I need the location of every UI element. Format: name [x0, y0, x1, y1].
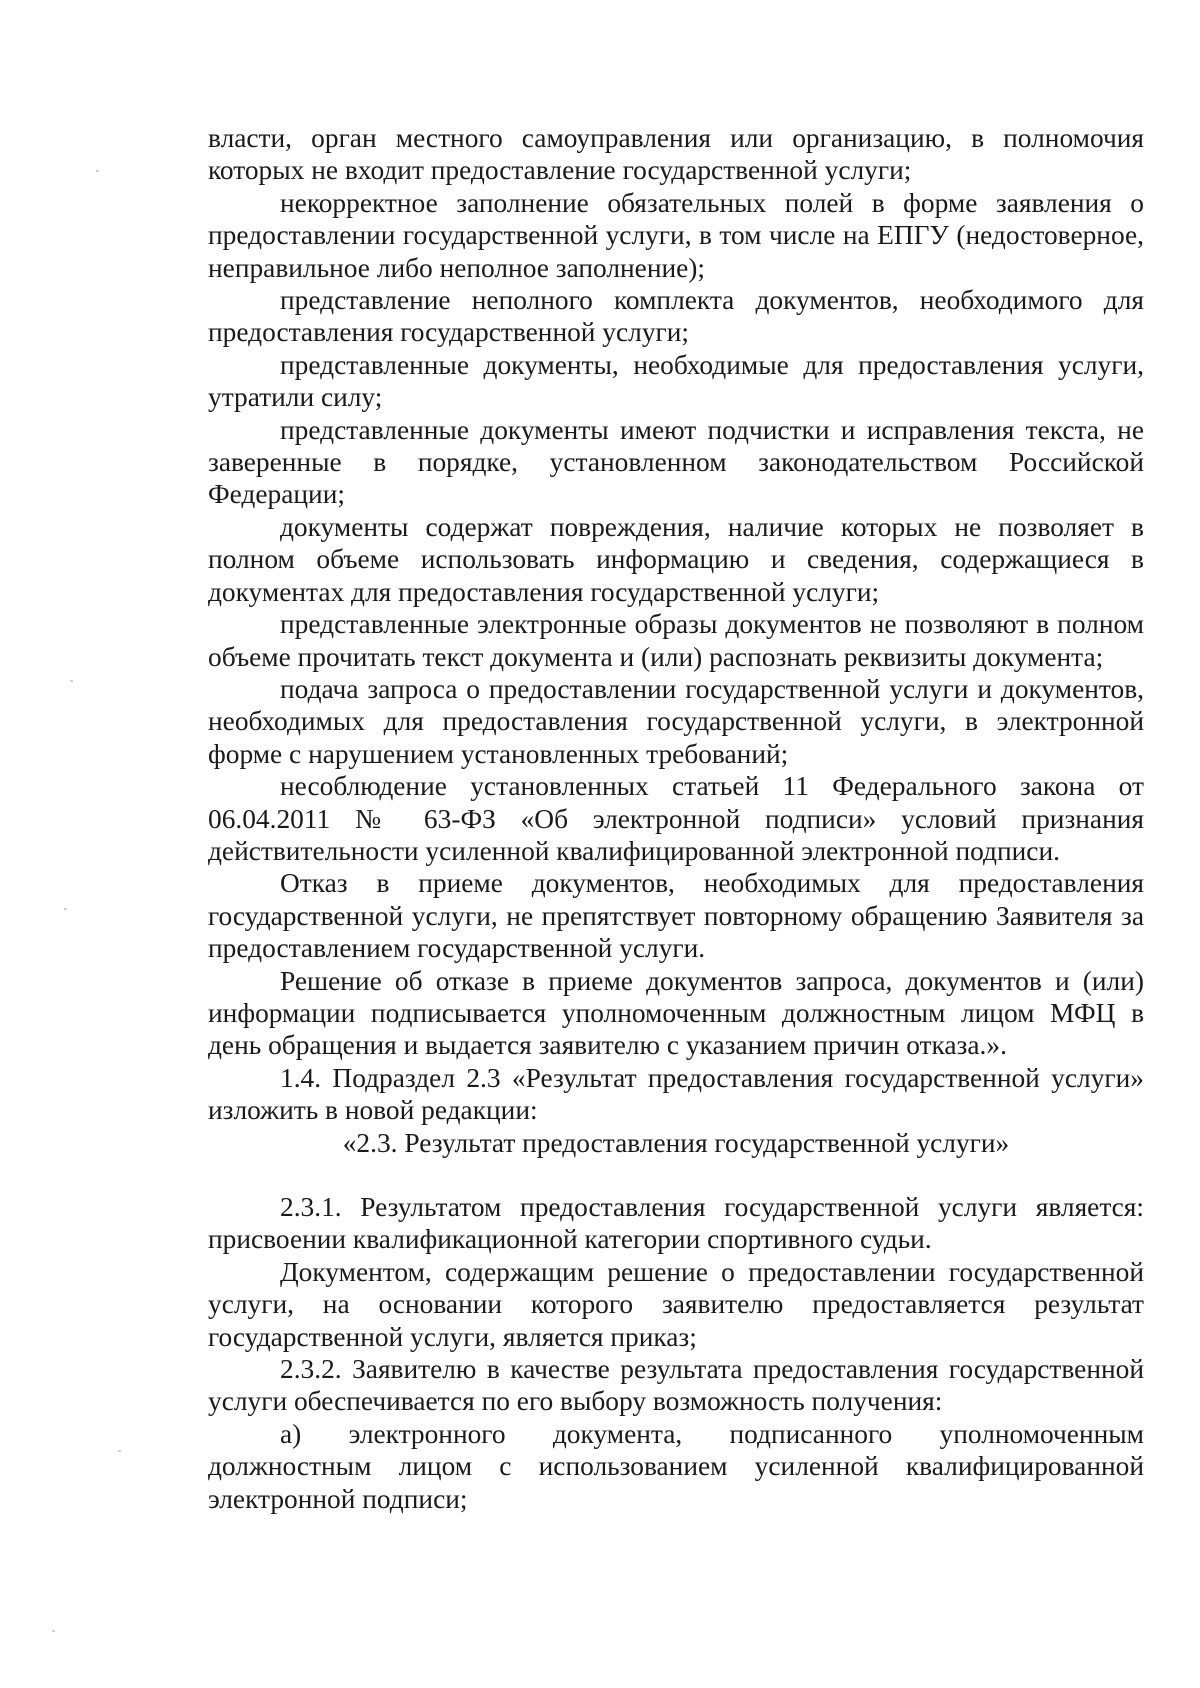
- paragraph-incorrect-fields: некорректное заполнение обязательных полей в форме заявления о предоставлении государственной услуги, в том числе на ЕПГУ (недостоверное, неправильное либо неполное заполнение);: [208, 187, 1144, 283]
- paragraph-authority-scope: власти, орган местного самоуправления или организацию, в полномочия которых не входит предоставление государственной услуги;: [208, 123, 1144, 186]
- paragraph-refusal-decision: Решение об отказе в приеме документов запроса, документов и (или) информации подписывается уполномоченным должностным лицом МФЦ в день обращения и выдается заявителю с указанием причин отказа.».: [208, 965, 1144, 1061]
- scan-speck: [64, 908, 67, 910]
- paragraph-subsection-amendment: 1.4. Подраздел 2.3 «Результат предоставления государственной услуги» изложить в новой редакции:: [208, 1062, 1144, 1126]
- scan-speck: [70, 680, 73, 682]
- paragraph-result-2-3-1: 2.3.1. Результатом предоставления государственной услуги является: присвоении квалификационной категории спортивного судьи.: [208, 1192, 1144, 1255]
- scan-speck: [96, 170, 99, 172]
- paragraph-electronic-violation: подача запроса о предоставлении государственной услуги и документов, необходимых для предоставления государственной услуги, в электронной форме с нарушением установленных требований;: [208, 673, 1144, 769]
- paragraph-damaged-docs: документы содержат повреждения, наличие которых не позволяет в полном объеме использовать информацию и сведения, содержащиеся в документах для предоставления государственной услуги;: [208, 511, 1144, 607]
- paragraph-refusal-no-obstacle: Отказ в приеме документов, необходимых для предоставления государственной услуги, не препятствует повторному обращению Заявителя за предоставлением государственной услуги.: [208, 868, 1144, 964]
- paragraph-result-2-3-2: 2.3.2. Заявителю в качестве результата предоставления государственной услуги обеспечивается по его выбору возможность получения:: [208, 1354, 1144, 1417]
- document-body: [208, 122, 1144, 1515]
- paragraph-expired-docs: представленные документы, необходимые для предоставления услуги, утратили силу;: [208, 349, 1144, 413]
- paragraph-electronic-document: а) электронного документа, подписанного уполномоченным должностным лицом с использованием усиленной квалифицированной электронной подписи;: [208, 1418, 1144, 1514]
- section-heading: «2.3. Результат предоставления государственной услуги»: [342, 1127, 1010, 1158]
- paragraph-unreadable-images: представленные электронные образы документов не позволяют в полном объеме прочитать текст документа и (или) распознать реквизиты документа;: [208, 609, 1144, 672]
- scan-speck: [118, 1450, 121, 1452]
- paragraph-decision-document: Документом, содержащим решение о предоставлении государственной услуги, на основании которого заявителю предоставляется результат государственной услуги, является приказ;: [208, 1256, 1144, 1352]
- paragraph-signature-conditions: несоблюдение установленных статьей 11 Федерального закона от 06.04.2011 № 63-ФЗ «Об электронной подписи» условий признания действительности усиленной квалифицированной электронной подписи.: [208, 771, 1144, 866]
- paragraph-corrections: представленные документы имеют подчистки и исправления текста, не заверенные в порядке, установленном законодательством Российской Федерации;: [208, 414, 1144, 510]
- scan-speck: [52, 1630, 55, 1632]
- paragraph-incomplete-set: представление неполного комплекта документов, необходимого для предоставления государственной услуги;: [208, 285, 1144, 348]
